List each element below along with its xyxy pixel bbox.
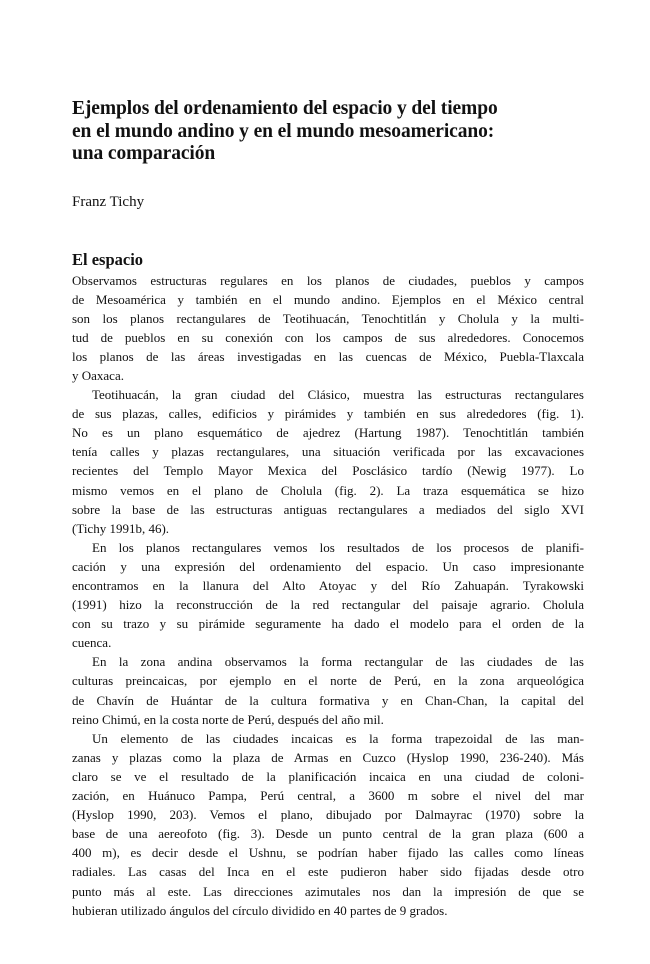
text-line: de sus plazas, calles, edificios y pirámides y también en sus alrededores (fig. 1). [72, 406, 584, 422]
text-line: reino Chimú, en la costa norte de Perú, después del año mil. [72, 711, 384, 727]
text-line: (Hyslop 1990, 203). Vemos el plano, dibujado por Dalmayrac (1970) sobre la [72, 807, 584, 823]
text-line: hubieran utilizado ángulos del círculo dividido en 40 partes de 9 grados. [72, 902, 448, 918]
text-line: En la zona andina observamos la forma rectangular de las ciudades de las [92, 654, 584, 670]
text-line: recientes del Templo Mayor Mexica del Posclásico tardío (Newig 1977). Lo [72, 463, 584, 479]
text-line: zanas y plazas como la plaza de Armas en Cuzco (Hyslop 1990, 236-240). Más [72, 749, 584, 765]
text-line: claro se ve el resultado de la planificación incaica en una ciudad de coloni- [72, 768, 584, 784]
paragraph [72, 652, 584, 728]
paragraph [72, 271, 584, 386]
text-line: base de una aereofoto (fig. 3). Desde un punto central de la gran plaza (600 a [72, 826, 584, 842]
text-line: cuenca. [72, 635, 112, 651]
text-line: con su trazo y su pirámide seguramente ha dado el modelo para el orden de la [72, 616, 584, 632]
text-line: tud de pueblos en su conexión con los campos de sus alrededores. Conocemos [72, 329, 584, 345]
text-line: No es un plano esquemático de ajedrez (Hartung 1987). Tenochtitlán también [72, 425, 584, 441]
text-line: de Chavín de Huántar de la cultura formativa y en Chan-Chan, la capital del [72, 692, 584, 708]
text-line: Observamos estructuras regulares en los planos de ciudades, pueblos y campos [72, 272, 584, 288]
text-line: tenía calles y plazas rectangulares, una situación verificada por las excavaciones [72, 444, 584, 460]
text-line: sobre la base de las estructuras antiguas rectangulares a mediados del siglo XVI [72, 501, 584, 517]
text-line: zación, en Huánuco Pampa, Perú central, a 3600 m sobre el nivel del mar [72, 788, 584, 804]
text-line: En los planos rectangulares vemos los resultados de los procesos de planifi- [92, 539, 584, 555]
author-name: Franz Tichy [72, 193, 145, 210]
text-line: los planos de las áreas investigadas en las cuencas de México, Puebla-Tlaxcala [72, 348, 584, 364]
article-title [72, 98, 584, 166]
article-page [72, 98, 584, 920]
text-line: encontramos en la llanura del Alto Atoyac y del Río Zahuapán. Tyrakowski [72, 578, 584, 593]
text-line: radiales. Las casas del Inca en el este pudieron haber sido fijadas desde otro [72, 864, 584, 880]
text-line: culturas preincaicas, por ejemplo en el norte de Perú, en la zona arqueológica [72, 673, 584, 689]
text-line: 400 m), es decir desde el Ushnu, se podrían haber fijado las calles como líneas [72, 845, 584, 861]
title-line: Ejemplos del ordenamiento del espacio y del tiempo [72, 98, 498, 119]
text-line: (1991) hizo la reconstrucción de la red rectangular del paisaje agrario. Cholula [72, 597, 584, 613]
title-line: en el mundo andino y en el mundo mesoamericano: [72, 120, 495, 142]
section-heading: El espacio [72, 249, 144, 269]
text-line: (Tichy 1991b, 46). [72, 520, 170, 536]
paragraph [72, 538, 584, 653]
body-text [72, 271, 584, 920]
paragraph [72, 385, 584, 538]
text-line: mismo vemos en el plano de Cholula (fig. 2). La traza esquemática se hizo [72, 482, 584, 498]
text-line: de Mesoamérica y también en el mundo andino. Ejemplos en el México central [72, 291, 584, 307]
text-line: Teotihuacán, la gran ciudad del Clásico, muestra las estructuras rectangulares [92, 387, 584, 403]
text-line: son los planos rectangulares de Teotihuacán, Tenochtitlán y Cholula y la multi- [72, 310, 584, 326]
paragraph [72, 729, 584, 920]
text-line: y Oaxaca. [72, 367, 124, 383]
text-line: cación y una expresión del ordenamiento del espacio. Un caso impresionante [72, 558, 584, 574]
text-line: punto más al este. Las direcciones azimutales nos dan la impresión de que se [72, 883, 584, 899]
text-line: Un elemento de las ciudades incaicas es la forma trapezoidal de las man- [92, 730, 584, 746]
title-line: una comparación [72, 143, 216, 164]
